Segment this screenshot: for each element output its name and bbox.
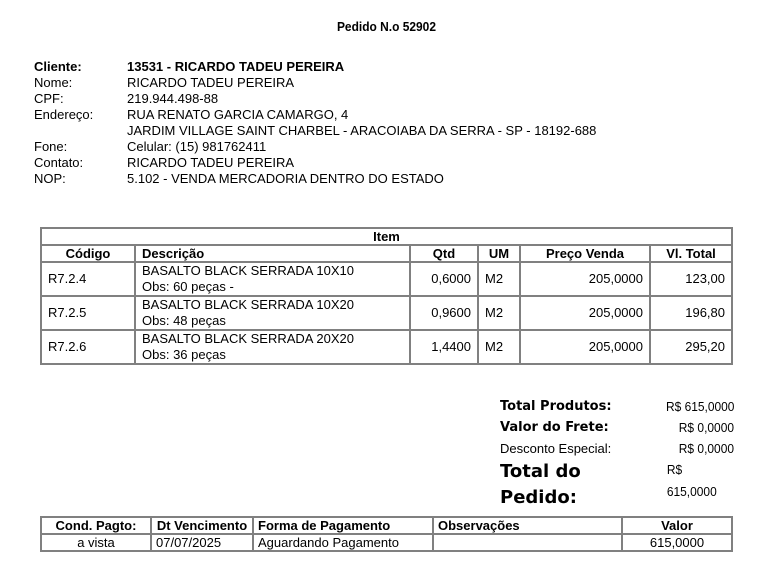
item-code: R7.2.4 [41, 262, 135, 296]
order-title: Pedido N.o 52902 [336, 19, 436, 34]
payment-table [40, 516, 733, 552]
total-products-value: R$ 615,0000 [665, 399, 734, 414]
item-obs: Obs: 48 peças [142, 313, 226, 328]
customer-row-cpf [34, 91, 596, 107]
item-obs: Obs: 36 peças [142, 347, 226, 362]
header-notes: Observações [433, 517, 622, 534]
payment-condition: a vista [41, 534, 151, 551]
address-label: Endereço: [34, 107, 94, 122]
payment-method: Aguardando Pagamento [253, 534, 433, 551]
client-label: Cliente: [34, 59, 82, 74]
table-row [41, 330, 732, 364]
item-code: R7.2.5 [41, 296, 135, 330]
payment-notes [433, 534, 622, 551]
freight-label: Valor do Frete: [500, 420, 609, 435]
customer-row-address [34, 107, 596, 123]
name-value: RICARDO TADEU PEREIRA [127, 75, 295, 90]
customer-row-address2 [34, 123, 596, 139]
header-qty: Qtd [410, 245, 478, 262]
payment-amount: 615,0000 [622, 534, 732, 551]
table-row [41, 534, 732, 551]
item-price: 205,0000 [520, 296, 650, 330]
nop-label: NOP: [34, 171, 66, 186]
item-description-cell [135, 296, 410, 330]
contact-label: Contato: [34, 155, 84, 170]
item-unit: M2 [478, 262, 520, 296]
header-due-date: Dt Vencimento [151, 517, 253, 534]
item-qty: 1,4400 [410, 330, 478, 364]
item-description: BASALTO BLACK SERRADA 20X20 [142, 331, 354, 346]
header-total: Vl. Total [650, 245, 732, 262]
customer-row-contact [34, 155, 596, 171]
item-unit: M2 [478, 296, 520, 330]
order-totals [500, 396, 734, 508]
item-description: BASALTO BLACK SERRADA 10X20 [142, 297, 354, 312]
phone-label: Fone: [34, 139, 68, 154]
freight-row [500, 417, 734, 438]
customer-row-name [34, 75, 596, 91]
table-row [41, 262, 732, 296]
header-condition: Cond. Pagto: [41, 517, 151, 534]
address-line1: RUA RENATO GARCIA CAMARGO, 4 [127, 107, 349, 122]
item-description-cell [135, 330, 410, 364]
customer-info [34, 59, 596, 187]
item-description-cell [135, 262, 410, 296]
header-price: Preço Venda [520, 245, 650, 262]
header-code: Código [41, 245, 135, 262]
customer-row-client [34, 59, 596, 75]
header-method: Forma de Pagamento [253, 517, 433, 534]
header-amount: Valor [622, 517, 732, 534]
address-line2: JARDIM VILLAGE SAINT CHARBEL - ARACOIABA DA SERRA - SP - 18192-688 [127, 123, 597, 138]
discount-label: Desconto Especial: [500, 441, 612, 456]
items-table [40, 227, 733, 365]
payment-header-row [41, 517, 732, 534]
item-qty: 0,9600 [410, 296, 478, 330]
discount-value: R$ 0,0000 [678, 441, 734, 456]
payment-due-date: 07/07/2025 [151, 534, 253, 551]
item-price: 205,0000 [520, 262, 650, 296]
item-code: R7.2.6 [41, 330, 135, 364]
header-description: Descrição [135, 245, 410, 262]
item-unit: M2 [478, 330, 520, 364]
item-total: 123,00 [650, 262, 732, 296]
order-total-row [500, 459, 734, 508]
cpf-value: 219.944.498-88 [127, 91, 219, 106]
items-caption-row [41, 228, 732, 245]
item-description: BASALTO BLACK SERRADA 10X10 [142, 263, 354, 278]
item-obs: Obs: 60 peças - [142, 279, 234, 294]
item-total: 295,20 [650, 330, 732, 364]
item-qty: 0,6000 [410, 262, 478, 296]
customer-row-phone [34, 139, 596, 155]
phone-value: Celular: (15) 981762411 [127, 139, 267, 154]
nop-value: 5.102 - VENDA MERCADORIA DENTRO DO ESTADO [127, 171, 444, 186]
cpf-label: CPF: [34, 91, 64, 106]
discount-row [500, 438, 734, 459]
order-total-label: Total do Pedido: [500, 461, 581, 508]
item-price: 205,0000 [520, 330, 650, 364]
order-total-value: R$ 615,0000 [666, 462, 717, 499]
header-unit: UM [478, 245, 520, 262]
items-caption: Item [41, 228, 732, 245]
total-products-label: Total Produtos: [500, 399, 612, 414]
address2-label [34, 123, 127, 139]
contact-value: RICARDO TADEU PEREIRA [127, 155, 295, 170]
items-header-row [41, 245, 732, 262]
client-value: 13531 - RICARDO TADEU PEREIRA [127, 59, 345, 74]
table-row [41, 296, 732, 330]
total-products-row [500, 396, 734, 417]
name-label: Nome: [34, 75, 73, 90]
freight-value: R$ 0,0000 [678, 420, 734, 435]
item-total: 196,80 [650, 296, 732, 330]
customer-row-nop [34, 171, 596, 187]
